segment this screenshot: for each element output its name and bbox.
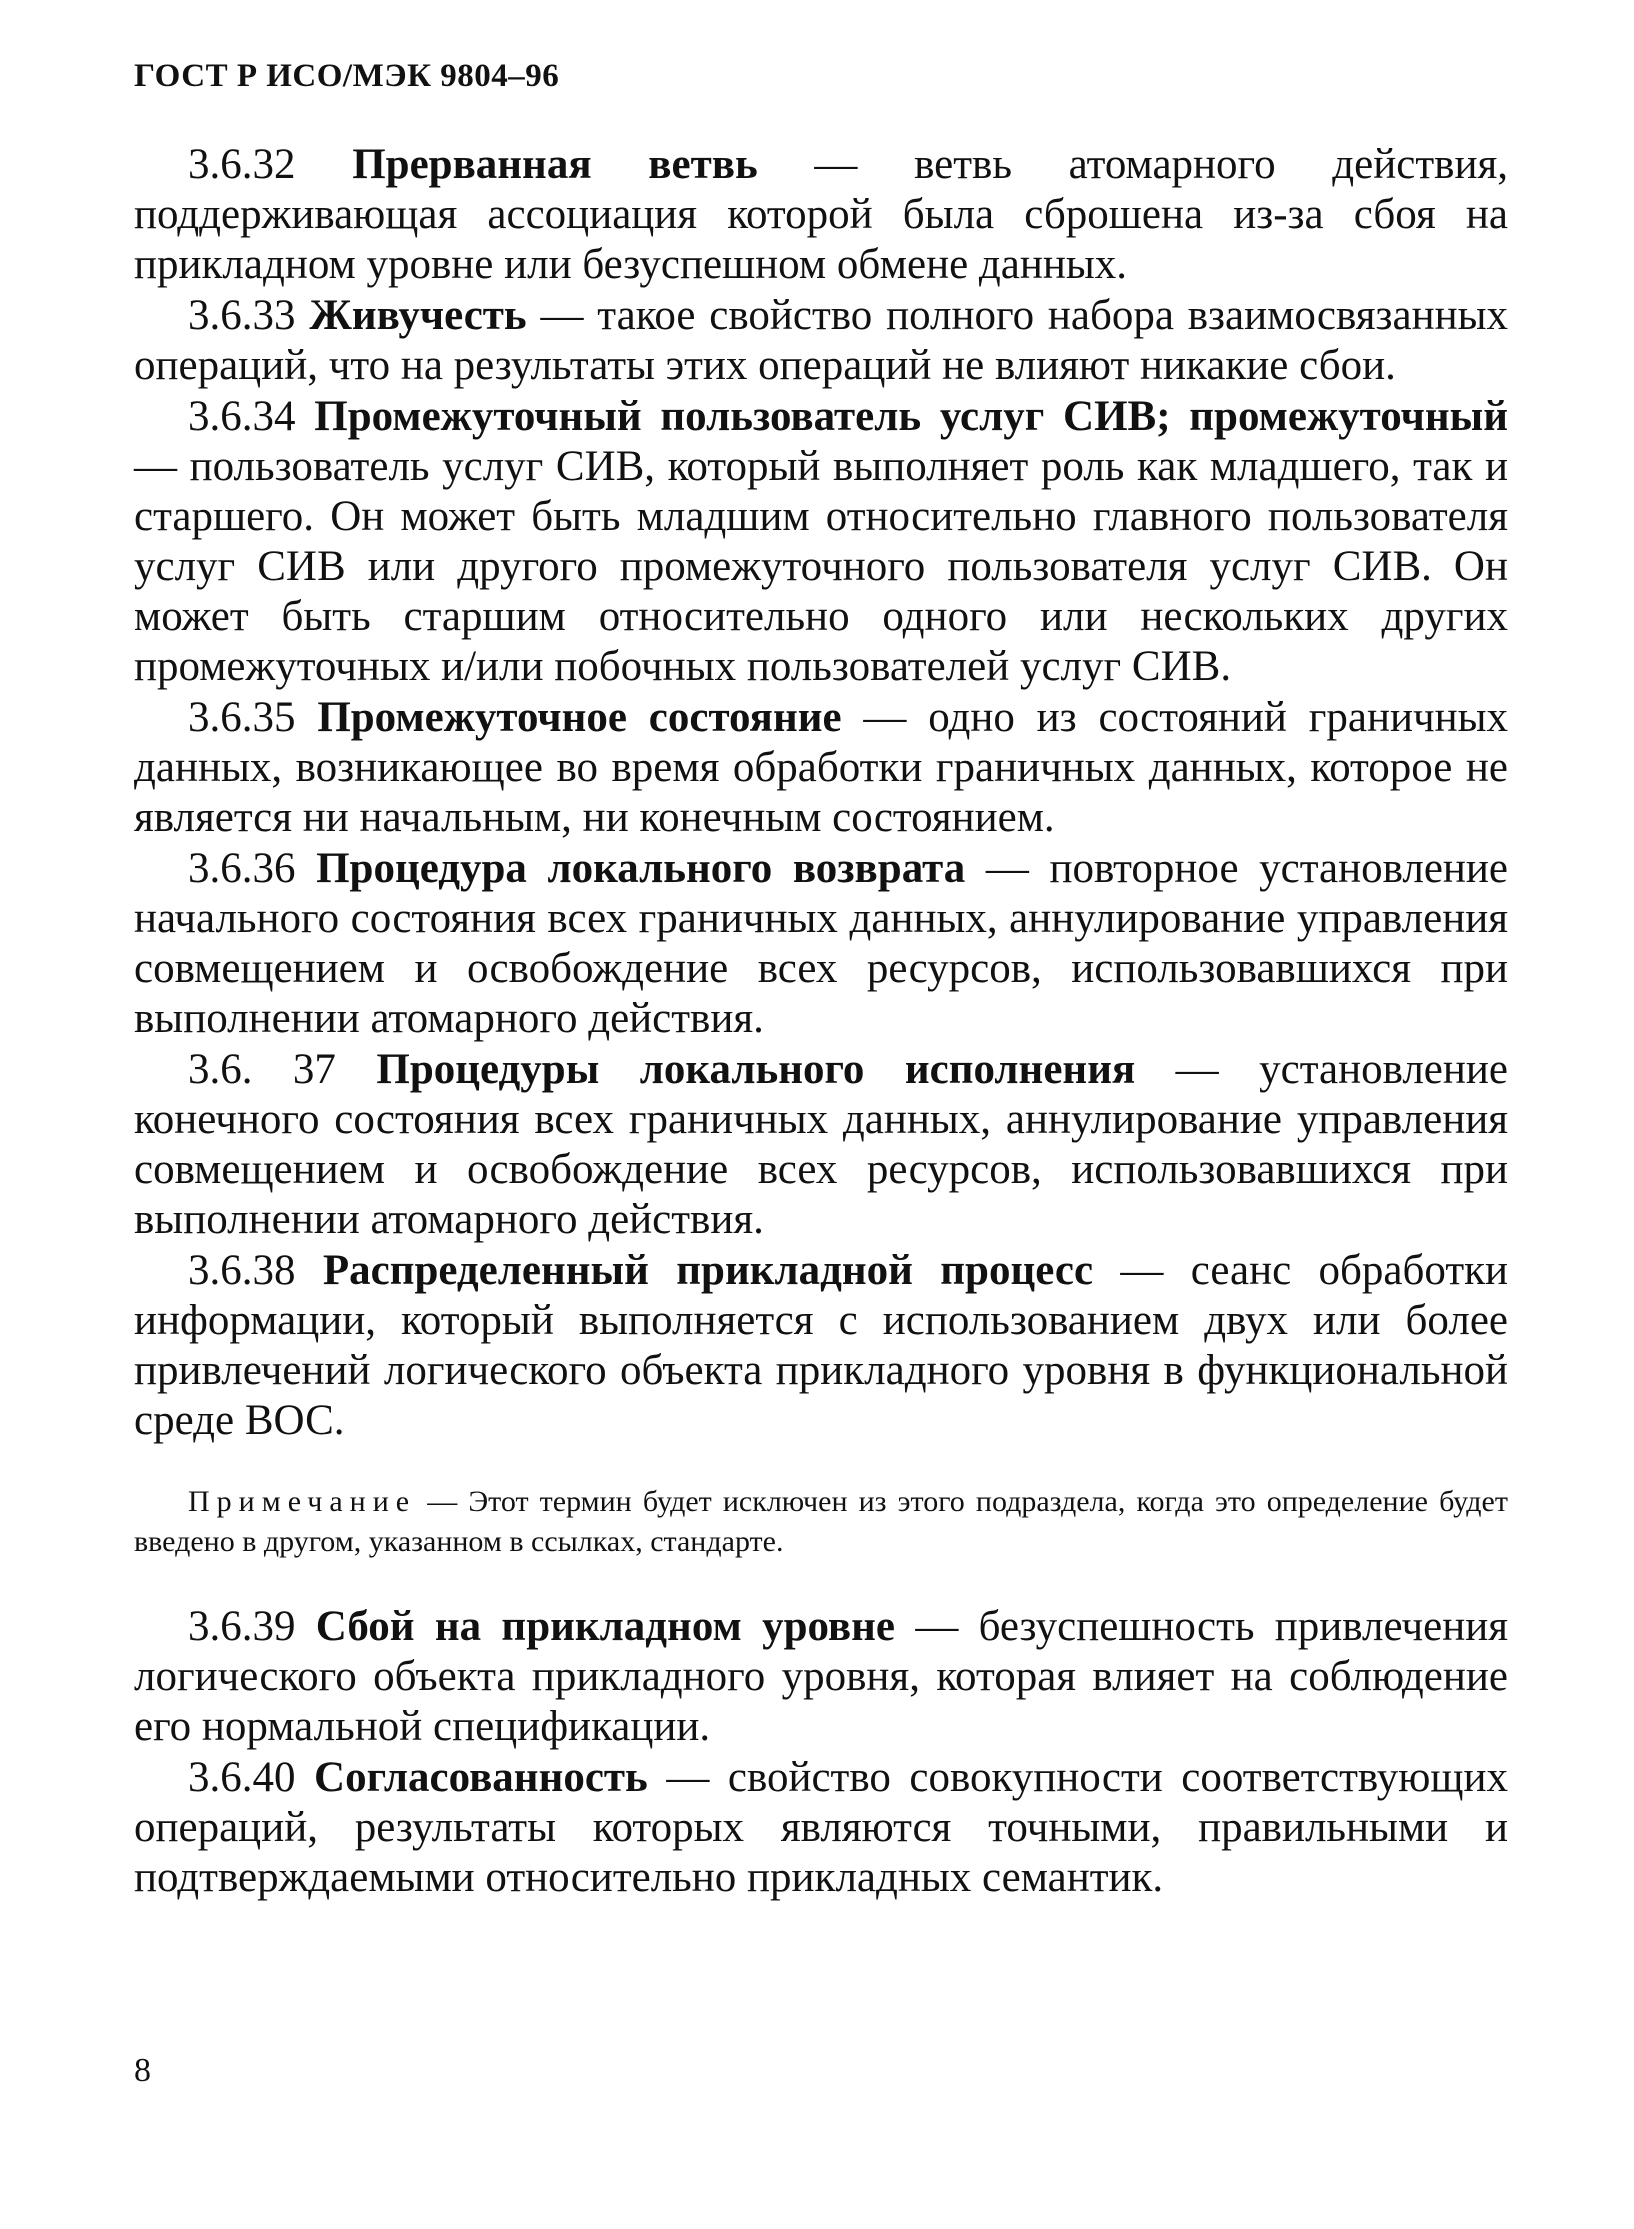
- entry-definition: — такое свойство полного набора взаимосвязанных операций, что на результаты этих операций не влияют никакие сбои.: [134, 292, 1509, 389]
- entry-number: 3.6.40: [188, 1754, 296, 1801]
- entry-definition: — повторное установление начального состояния всех граничных данных, аннулирование управления совмещением и освобождение всех ресурсов, использовавшихся при выполнении атомарного действия.: [134, 845, 1509, 1042]
- entry-definition: — безуспешность привлечения логического объекта прикладного уровня, которая влияет на соблюдение его нормальной спецификации.: [134, 1603, 1509, 1750]
- entry-term: Прерванная ветвь: [352, 141, 758, 188]
- definition-entry: [134, 291, 1508, 391]
- note-paragraph: [134, 1482, 1508, 1562]
- entry-number: 3.6.34: [188, 393, 296, 440]
- entry-definition: — ветвь атомарного действия, поддерживающая ассоциация которой была сброшена из-за сбоя на прикладном уровне или безуспешном обмене данных.: [134, 141, 1509, 288]
- entry-number: 3.6.38: [188, 1247, 296, 1294]
- entry-number: 3.6.33: [188, 292, 296, 339]
- entry-term: Согласованность: [314, 1754, 648, 1801]
- standard-header: ГОСТ Р ИСО/МЭК 9804–96: [134, 58, 560, 94]
- entry-definition: — одно из состояний граничных данных, возникающее во время обработки граничных данных, которое не является ни начальным, ни конечным состоянием.: [134, 694, 1508, 841]
- note-label: Примечание: [188, 1485, 417, 1518]
- entry-term: Процедура локального возврата: [316, 845, 966, 892]
- entry-term: Промежуточное состояние: [317, 694, 842, 741]
- entry-number: 3.6.35: [188, 694, 296, 741]
- definition-entry: [134, 1753, 1508, 1903]
- definition-entry: [134, 693, 1508, 843]
- entry-term: Живучесть: [309, 292, 527, 339]
- entry-definition: — пользователь услуг СИВ, который выполняет роль как младшего, так и старшего. Он может быть младшим относительно главного пользователя услуг СИВ или другого промежуточного пользователя услуг СИВ. Он может быть старшим относительно одного или нескольких других промежуточных и/или побочных пользователей услуг СИВ.: [134, 443, 1508, 690]
- definition-entry: [134, 140, 1508, 290]
- definition-entry: [134, 1045, 1508, 1245]
- definitions-body: [134, 140, 1508, 1904]
- definition-entry: [134, 1246, 1508, 1446]
- definition-entry: [134, 1602, 1508, 1752]
- definition-entry: [134, 392, 1508, 692]
- entry-number: 3.6.36: [188, 845, 296, 892]
- entry-term: Промежуточный пользователь услуг СИВ; промежуточный: [314, 393, 1509, 440]
- entry-definition: — свойство совокупности соответствующих операций, результаты которых являются точными, правильными и подтверждаемыми относительно прикладных семантик.: [134, 1754, 1508, 1901]
- definition-entry: [134, 844, 1508, 1044]
- entry-definition: — установление конечного состояния всех граничных данных, аннулирование управления совмещением и освобождение всех ресурсов, использовавшихся при выполнении атомарного действия.: [134, 1046, 1508, 1243]
- entry-definition: — сеанс обработки информации, который выполняется с использованием двух или более привлечений логического объекта прикладного уровня в функциональной среде ВОС.: [134, 1247, 1509, 1444]
- entry-number: 3.6.32: [188, 141, 296, 188]
- page-number: 8: [134, 2052, 151, 2089]
- note-text: — Этот термин будет исключен из этого подраздела, когда это определение будет введено в другом, указанном в ссылках, стандарте.: [134, 1485, 1508, 1558]
- entry-term: Процедуры локального исполнения: [376, 1046, 1136, 1093]
- entry-term: Сбой на прикладном уровне: [315, 1603, 896, 1650]
- entry-number: 3.6.39: [188, 1603, 296, 1650]
- entry-term: Распределенный прикладной процесс: [322, 1247, 1094, 1294]
- entry-number: 3.6. 37: [188, 1046, 336, 1093]
